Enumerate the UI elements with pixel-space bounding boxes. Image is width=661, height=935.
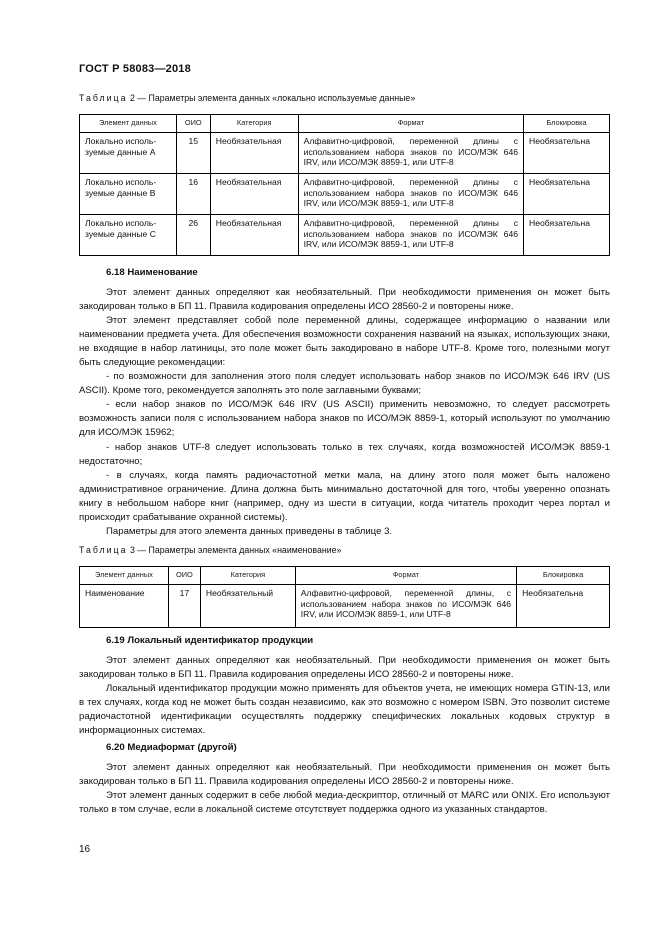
table-caption-text: — Параметры элемента данных «локально используемые данные»: [134, 93, 416, 103]
table-word: Таблица: [79, 93, 128, 103]
cell-format: Алфавитно-цифровой, переменной длины с использованием набора знаков по ИСО/МЭК 646 IRV, или ИСО/МЭК 8859-1, или UTF-8: [298, 174, 523, 215]
table-2-caption: [79, 93, 415, 103]
standard-title: ГОСТ Р 58083—2018: [79, 63, 191, 75]
paragraph: Локальный идентификатор продукции можно применять для объектов учета, не имеющих номера GTIN-13, или в тех случаях, когда код не может быть создан независимо, как это возможно с номером ISBN. Это позволит системе радиочастотной идентификации осуществлять поддержку специфических локальных кодовых структур в информационных системах.: [79, 683, 610, 737]
section-6-20-text: [79, 761, 610, 817]
cell-oio: 16: [176, 174, 210, 215]
table-number: 3: [129, 545, 135, 555]
list-item: - если набор знаков по ИСО/МЭК 646 IRV (US ASCII) применить невозможно, то следует рассмотреть возможность записи поля с использованием набора знаков по ИСО/МЭК 8859-1, который используют по умолчанию для ИСО/МЭК 15962;: [79, 399, 610, 439]
column-header: Блокировка: [524, 115, 610, 133]
cell-oio: 17: [168, 585, 200, 628]
cell-element: Локально исполь-зуемые данные А: [80, 133, 177, 174]
table-row: [80, 215, 610, 256]
table-header-row: [80, 115, 610, 133]
page-number: 16: [79, 844, 91, 855]
cell-oio: 15: [176, 133, 210, 174]
paragraph: Этот элемент данных содержит в себе любой медиа-дескриптор, отличный от MARC или ONIX. Его используют только в том случае, если в локальной системе отсутствует поддержка одного из указанных стандартов.: [79, 790, 610, 816]
list-item: - по возможности для заполнения этого поля следует использовать набор знаков по ИСО/МЭК 646 IRV (US ASCII). Кроме того, рекомендуется заполнять это поле заглавными буквами;: [79, 371, 610, 397]
cell-category: Необязательная: [210, 174, 298, 215]
paragraph: Этот элемент представляет собой поле переменной длины, содержащее информацию о названии или наименовании предмета учета. Для обеспечения возможности сохранения названий на языках, использующих знаки, не входящие в набор латиницы, это поле может быть закодировано в наборе UTF-8. Кроме того, полезными могут быть следующие рекомендации:: [79, 315, 610, 369]
section-6-19-text: [79, 654, 610, 738]
paragraph: Этот элемент данных определяют как необязательный. При необходимости применения он может быть закодирован только в БП 11. Правила кодирования определены ИСО 28560-2 и повторены ниже.: [79, 287, 610, 313]
table-word: Таблица: [79, 545, 128, 555]
paragraph: Параметры для этого элемента данных приведены в таблице 3.: [106, 525, 393, 537]
paragraph: Этот элемент данных определяют как необязательный. При необходимости применения он может быть закодирован только в БП 11. Правила кодирования определены ИСО 28560-2 и повторены ниже.: [79, 762, 610, 788]
table-row: [80, 174, 610, 215]
table-caption-text: — Параметры элемента данных «наименование»: [134, 545, 342, 555]
column-header: Формат: [298, 115, 523, 133]
table-row: [80, 585, 610, 628]
table-number: 2: [129, 93, 135, 103]
column-header: Категория: [210, 115, 298, 133]
cell-lock: Необязательна: [517, 585, 610, 628]
column-header: Формат: [295, 567, 516, 585]
column-header: Элемент данных: [80, 115, 177, 133]
cell-format: Алфавитно-цифровой, переменной длины с использованием набора знаков по ИСО/МЭК 646 IRV, или ИСО/МЭК 8859-1, или UTF-8: [298, 215, 523, 256]
table-row: [80, 133, 610, 174]
list-item: - набор знаков UTF-8 следует использовать только в тех случаях, когда возможностей ИСО/МЭК 8859-1 недостаточно;: [79, 441, 610, 467]
cell-element: Локально исполь-зуемые данные В: [80, 174, 177, 215]
table-header-row: [80, 567, 610, 585]
section-6-18-text: [79, 286, 610, 539]
section-heading: 6.20 Медиаформат (другой): [106, 742, 237, 753]
cell-oio: 26: [176, 215, 210, 256]
cell-format: Алфавитно-цифровой, переменной длины с использованием набора знаков по ИСО/МЭК 646 IRV, или ИСО/МЭК 8859-1, или UTF-8: [298, 133, 523, 174]
cell-category: Необязательная: [210, 215, 298, 256]
cell-element: Наименование: [80, 585, 169, 628]
cell-format: Алфавитно-цифровой, переменной длины, с использованием набора знаков по ИСО/МЭК 646 IRV, или ИСО/МЭК 8859-1, или UTF-8: [295, 585, 516, 628]
column-header: Категория: [200, 567, 295, 585]
section-heading: 6.18 Наименование: [106, 267, 198, 278]
cell-lock: Необязательна: [524, 215, 610, 256]
column-header: Элемент данных: [80, 567, 169, 585]
table-3: [79, 566, 610, 628]
table-3-caption: [79, 545, 341, 555]
cell-element: Локально исполь-зуемые данные С: [80, 215, 177, 256]
paragraph: Этот элемент данных определяют как необязательный. При необходимости применения он может быть закодирован только в БП 11. Правила кодирования определены ИСО 28560-2 и повторены ниже.: [79, 655, 610, 681]
column-header: ОИО: [168, 567, 200, 585]
cell-category: Необязательная: [210, 133, 298, 174]
list-item: - в случаях, когда память радиочастотной метки мала, на длину этого поля может быть наложено административное ограничение. Длина должна быть минимально достаточной для того, чтобы уверенно опознать книгу в небольшом наборе книг (например, одну из шести в ситуации, когда читатель проходит через портал и происходит срабатывание охранной системы).: [79, 469, 610, 523]
cell-lock: Необязательна: [524, 174, 610, 215]
section-heading: 6.19 Локальный идентификатор продукции: [106, 635, 314, 646]
column-header: Блокировка: [517, 567, 610, 585]
cell-category: Необязательный: [200, 585, 295, 628]
cell-lock: Необязательна: [524, 133, 610, 174]
table-2: [79, 114, 610, 256]
column-header: ОИО: [176, 115, 210, 133]
